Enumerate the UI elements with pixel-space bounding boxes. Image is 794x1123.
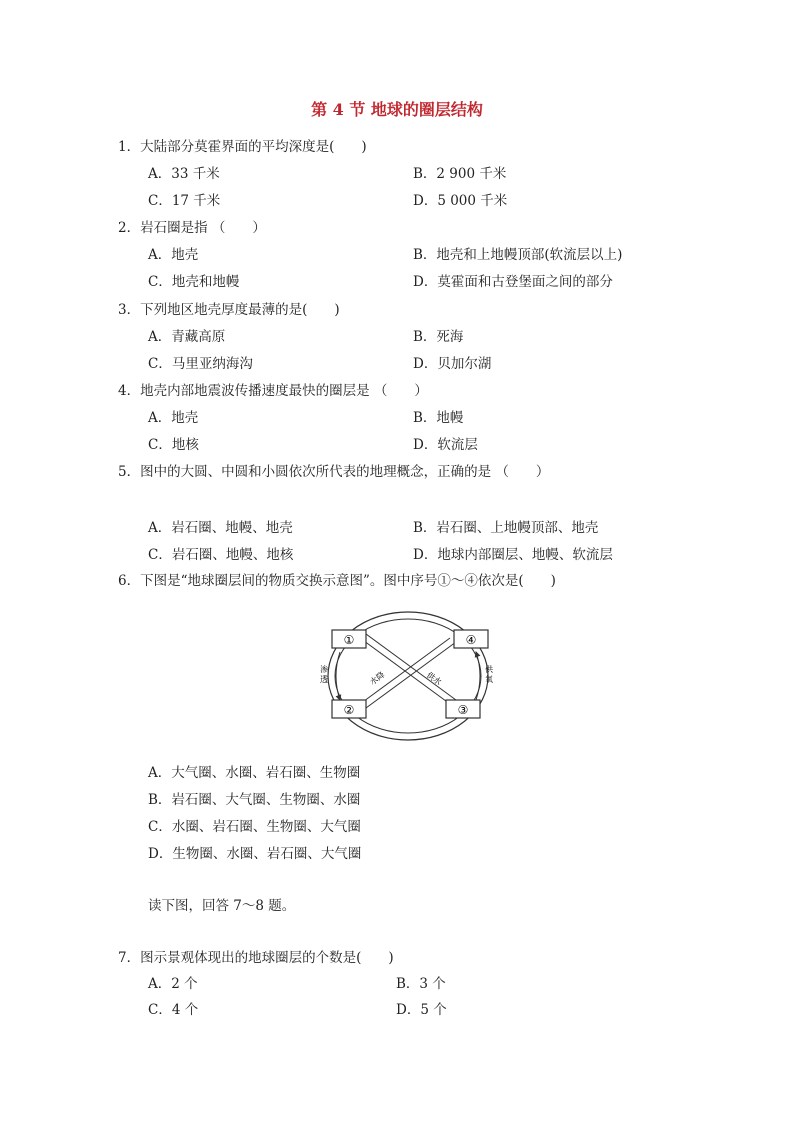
- page-title: 第 4 节 地球的圈层结构: [311, 100, 483, 119]
- question-7-option-c: C．4 个: [148, 1002, 199, 1018]
- question-4-stem: 4．地壳内部地震波传播速度最快的圈层是 （ ）: [118, 383, 428, 399]
- question-5-option-b: B．岩石圈、上地幔顶部、地壳: [413, 520, 599, 536]
- box-3-label: ③: [457, 703, 469, 717]
- question-1-option-c: C．17 千米: [148, 193, 221, 209]
- question-2-option-b: B．地壳和上地幔顶部(软流层以上): [413, 247, 623, 263]
- oxygen-arrow: [476, 652, 480, 700]
- sphere-exchange-diagram: [318, 608, 498, 748]
- question-4-option-d: D．软流层: [413, 437, 478, 453]
- question-2-stem: 2．岩石圈是指 （ ）: [118, 220, 266, 236]
- question-4-option-c: C．地核: [148, 437, 199, 453]
- question-3-option-b: B．死海: [413, 329, 464, 345]
- question-1-option-b: B．2 900 千米: [413, 166, 507, 182]
- question-2-option-a: A．地壳: [148, 247, 199, 263]
- box-4-label: ④: [465, 633, 477, 647]
- question-7-option-b: B．3 个: [396, 976, 446, 992]
- question-5-option-c: C．岩石圈、地幔、地核: [148, 547, 294, 563]
- question-7-stem: 7．图示景观体现出的地球圈层的个数是( ): [118, 950, 394, 966]
- oxygen-label-2: 氧: [485, 675, 493, 684]
- question-7-option-d: D．5 个: [396, 1002, 447, 1018]
- question-3-option-c: C．马里亚纳海沟: [148, 356, 253, 372]
- question-5-stem: 5．图中的大圆、中圆和小圆依次所代表的地理概念，正确的是 （ ）: [118, 464, 550, 480]
- question-2-option-d: D．莫霍面和古登堡面之间的部分: [413, 274, 613, 290]
- reading-instruction: 读下图，回答 7～8 题。: [148, 898, 296, 914]
- seep-arrow: [336, 652, 340, 700]
- question-1-option-d: D．5 000 千米: [413, 193, 508, 209]
- question-6-option-c: C．水圈、岩石圈、生物圈、大气圈: [148, 819, 361, 835]
- water-supply-label: 供水: [424, 670, 444, 688]
- question-5-option-d: D．地球内部圈层、地幔、软流层: [413, 547, 613, 563]
- question-4-option-a: A．地壳: [148, 410, 199, 426]
- question-6-stem: 6．下图是“地球圈层间的物质交换示意图”。图中序号①～④依次是( ): [118, 573, 556, 589]
- question-2-option-c: C．地壳和地幔: [148, 274, 240, 290]
- oxygen-label-1: 供: [485, 665, 493, 674]
- question-3-stem: 3．下列地区地壳厚度最薄的是( ): [118, 302, 340, 318]
- question-5-option-a: A．岩石圈、地幔、地壳: [148, 520, 293, 536]
- rain-label: 水降: [368, 670, 387, 687]
- question-6-option-a: A．大气圈、水圈、岩石圈、生物圈: [148, 765, 361, 781]
- question-6-option-b: B．岩石圈、大气圈、生物圈、水圈: [148, 792, 361, 808]
- question-6-option-d: D．生物圈、水圈、岩石圈、大气圈: [148, 846, 362, 862]
- question-1-option-a: A．33 千米: [148, 166, 220, 182]
- question-7-option-a: A．2 个: [148, 976, 198, 992]
- question-4-option-b: B．地幔: [413, 410, 464, 426]
- question-1-stem: 1．大陆部分莫霍界面的平均深度是( ): [118, 139, 367, 155]
- seep-label-1: 渗: [320, 665, 328, 674]
- seep-label-2: 透: [320, 675, 328, 684]
- question-3-option-a: A．青藏高原: [148, 329, 226, 345]
- box-1-label: ①: [343, 633, 355, 647]
- question-3-option-d: D．贝加尔湖: [413, 356, 492, 372]
- box-2-label: ②: [343, 703, 355, 717]
